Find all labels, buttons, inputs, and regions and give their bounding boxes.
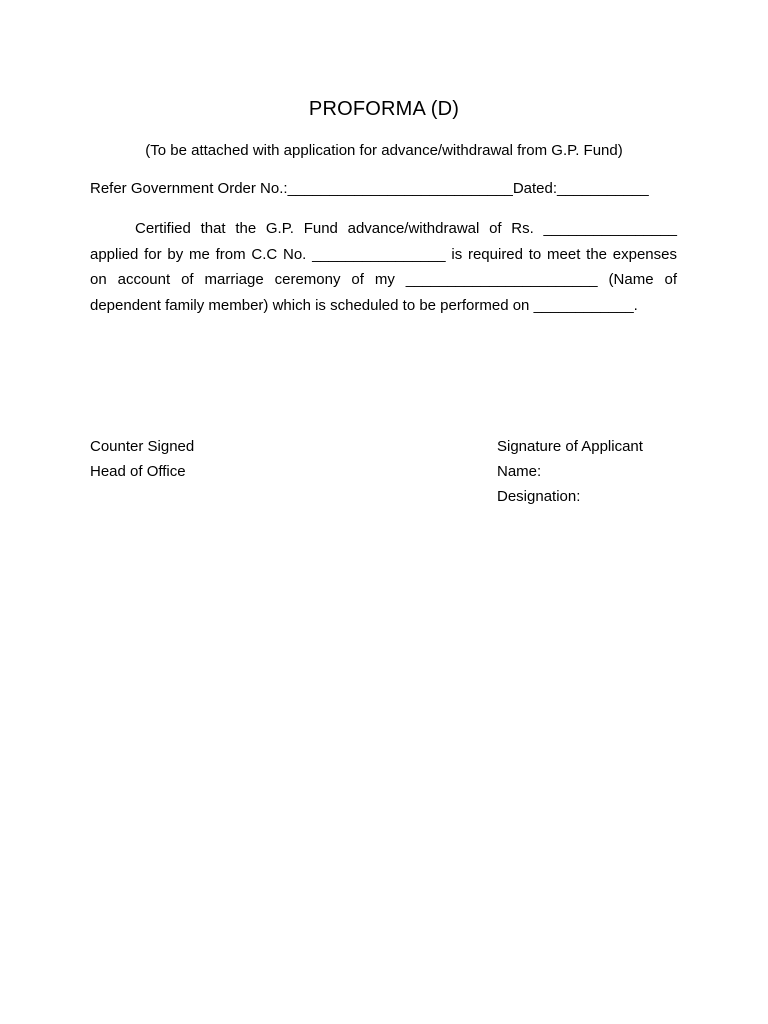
signature-of-applicant-label: Signature of Applicant <box>497 438 643 455</box>
page-title: PROFORMA (D) <box>308 98 460 120</box>
name-label: Name: <box>497 463 542 480</box>
government-order-reference: Refer Government Order No.:___________________________Dated:___________ <box>90 180 649 197</box>
designation-label: Designation: <box>497 488 581 505</box>
counter-signature-block <box>90 434 194 484</box>
certification-paragraph: Certified that the G.P. Fund advance/withdrawal of Rs. ________________ applied for by me from C.C No. ________________ is required to meet the expenses on account of marriage ceremony of my _______________________ (Name of dependent family member) which is scheduled to be performed on ____________. <box>90 220 677 314</box>
head-of-office-label: Head of Office <box>90 463 186 480</box>
applicant-signature-block <box>497 434 643 509</box>
counter-signed-label: Counter Signed <box>90 438 195 455</box>
page-subtitle: (To be attached with application for advance/withdrawal from G.P. Fund) <box>145 142 623 159</box>
